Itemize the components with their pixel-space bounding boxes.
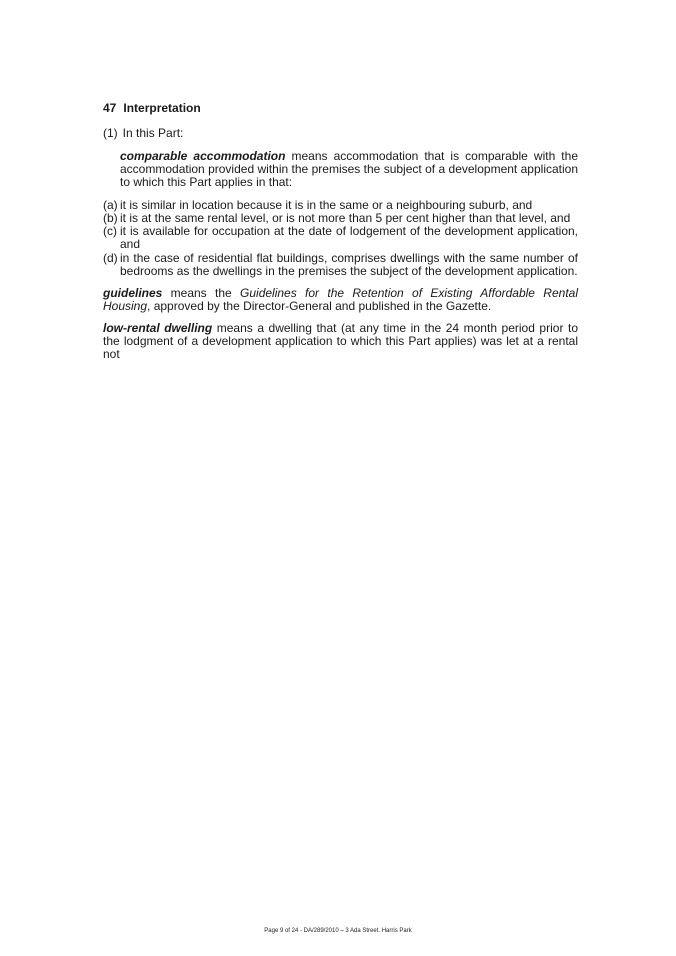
list-item — [103, 225, 578, 251]
paragraph-list — [103, 199, 578, 278]
paragraph-label: (c) — [103, 224, 117, 238]
paragraph-label: (b) — [103, 211, 118, 225]
section-title: Interpretation — [123, 101, 201, 115]
paragraph-text: it is similar in location because it is in the same or a neighbouring suburb, and — [120, 198, 533, 212]
definition-text: means the — [162, 286, 241, 300]
page-footer: Page 9 of 24 - DA/289/2010 – 3 Ada Street. Harris Park — [264, 928, 412, 934]
subclause-number: (1) — [103, 126, 118, 140]
defined-term: low-rental dwelling — [103, 321, 213, 335]
paragraph-text: it is available for occupation at the date of lodgement of the development application, and — [120, 224, 578, 251]
definition-guidelines — [103, 287, 578, 313]
subclause-text: In this Part: — [122, 126, 184, 140]
section-heading — [103, 101, 201, 115]
paragraph-text: it is at the same rental level, or is not more than 5 per cent higher than that level, and — [120, 211, 571, 225]
paragraph-label: (d) — [103, 251, 118, 265]
definition-text: means accommodation that is comparable with the accommodation provided within the premises the subject of a development application to which this Part applies in that: — [120, 149, 578, 189]
paragraph-text: in the case of residential flat buildings, comprises dwellings with the same number of bedrooms as the dwellings in the premises the subject of the development application. — [120, 251, 578, 278]
defined-term: comparable accommodation — [120, 149, 286, 163]
definition-text: means a dwelling that (at any time in the 24 month period prior to the lodgment of a development application to which this Part applies) was let at a rental not — [103, 321, 578, 361]
guidelines-title: Guidelines for the Retention of Existing Affordable Rental Housing — [103, 286, 578, 313]
paragraph-label: (a) — [103, 198, 118, 212]
list-item — [103, 252, 578, 278]
definition-comparable-accommodation — [120, 150, 578, 189]
section-number: 47 — [103, 101, 117, 115]
defined-term: guidelines — [103, 286, 163, 300]
definition-text: , approved by the Director-General and published in the Gazette. — [147, 299, 492, 313]
subclause-intro — [103, 126, 183, 140]
definition-low-rental-dwelling — [103, 322, 578, 361]
